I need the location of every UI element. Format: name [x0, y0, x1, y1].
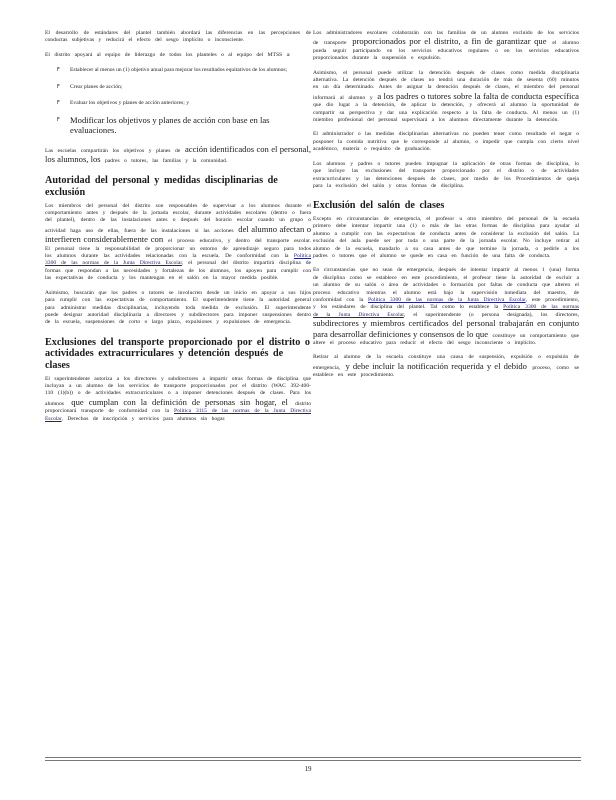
paragraph: Asimismo, buscarán que los padres o tutores se involucren desde un inicio en apoyar a sus hijos para cumplir con las expectativas de comportamiento. El superintendente tiene la autoridad general para administrar medidas disciplinarias, incluyendo toda medida de exclusión. El superintendente puede designar autoridad disciplinaria a directores y subdirectores para imponer suspensiones dentro de la escuela, suspensiones de corto o largo plazo, expulsiones y expulsiones de emergencia. — [45, 289, 311, 326]
right-column — [313, 30, 579, 380]
list-item: F Crear planes de acción; — [57, 83, 123, 90]
bullet-icon: F — [57, 83, 60, 90]
paragraph: El distrito apoyará al equipo de liderazgo de todos los planteles o al equipo del MTSS a: — [45, 51, 291, 58]
paragraph: Asimismo, el personal puede utilizar la detención después de clases como medida disciplinaria alternativa. La detención después de clases no tendrá una duración de más de sesenta (60) minutos en un día determinado. Antes de asignar la detención después de clases, el miembro del personal informará al alumno y a los padres o tutores sobre la falta de conducta específica que dio lugar a la detención, de aplicar la detención, y ofrecerá al alumno la oportunidad de compartir su perspectiva y dar una explicación respecto a la falta de conducta. Al menos un (1) miembro profesional del personal supervisará a los alumnos directamente durante la detención. — [313, 69, 579, 124]
left-column — [45, 30, 311, 423]
bullet-icon: F — [57, 67, 60, 74]
paragraph: En circunstancias que no sean de emergencia, después de intentar impartir al menos 1 (una) forma de disciplina como se establece en este procedimiento, el profesor tiene la autoridad de excluir a un alumno de su salón o área de actividades o formación por faltas de conducta que alteren el proceso educativo mientras el alumno está bajo la supervisión inmediata del maestro, de conformidad con la Política 3300 de las normas de la Junta Directiva Escolar, este procedimiento, y los estándares de disciplina del plantel. Tal como lo establece la Política 3300 de las normas de la Junta Directiva Escolar, el superintendente (o persona designada), los directores, subdirectores y miembros certificados del personal trabajarán en conjunto para desarrollar definiciones y consensos de lo que constituye un comportamiento que altere el proceso educativo para reducir el efecto del sesgo inconsciente o implícito. — [313, 267, 580, 346]
paragraph: Los administradores escolares colaborarán con las familias de un alumno excluido de los servicios de transporte proporcionados por el distrito, a fin de garantizar que el alumno pueda seguir participando en los servicios educativos regulares o en los servicios educativos proporcionados durante la suspensión o expulsión. — [313, 30, 579, 62]
paragraph: Los alumnos y padres o tutores pueden impugnar la aplicación de otras formas de disciplina, lo que incluye las exclusiones del transporte proporcionado por el distrito o de actividades extracurriculares y las detenciones después de clases, por medio de los Procedimientos de queja para la exclusión del salón y otras formas de disciplina. — [313, 160, 579, 189]
section-heading: Exclusiones del transporte proporcionado por el distrito o actividades extracurriculares y detención después de clases — [45, 336, 311, 371]
policy-link[interactable]: Política 3115 de las normas de la Junta Directiva Escolar — [45, 408, 311, 422]
bullet-list — [45, 67, 311, 135]
paragraph: El desarrollo de estándares del plantel también abordará las diferencias en las percepciones de conductas subjetivas y reducirá el efecto del sesgo implícito o inconsciente. — [45, 30, 311, 44]
paragraph: Excepto en circunstancias de emergencia, el profesor u otro miembro del personal de la escuela primero debe intentar impartir una (1) o más de las otras formas de disciplina para ayudar al alumno a cumplir con las expectativas de conducta antes de considerar la exclusión del salón. La exclusión del aula puede ser por toda o una parte de la jornada escolar. No incluye retirar al alumno de la escuela, mandarlo a su casa antes de que termine la jornada, o pedirle a los padres o tutores que el alumno se quede en casa en función de una falta de conducta. — [313, 215, 579, 259]
policy-link[interactable]: Política 3300 de las normas de la Junta Directiva Escolar — [313, 304, 579, 318]
bullet-icon: F — [57, 100, 60, 107]
paragraph: Retirar al alumno de la escuela constituye una causa de suspensión, expulsión o expulsión de emergencia, y debe incluir la notificación requerida y el debido proceso, como se establece en este procedimiento. — [313, 354, 579, 379]
policy-link[interactable]: Política 3300 de las normas de la Junta Directiva Escolar — [368, 296, 526, 303]
list-item: F Modificar los objetivos y planes de acción con base en las evaluaciones. — [57, 115, 270, 136]
section-heading: Exclusión del salón de clases — [313, 200, 445, 212]
paragraph: El superintendente autoriza a los directores y subdirectores a impartir otras formas de disciplina que incluyan a un alumno de los servicios de transporte proporcionados por el distrito (WAC 392-400-110 (1)(b)) o de actividades extracurriculares o a imponer detenciones después de clases. Para los alumnos que cumplan con la definición de personas sin hogar, el distrito proporcionará transporte de conformidad con la Política 3115 de las normas de la Junta Directiva Escolar, Derechos de inscripción y servicios para alumnos sin hogar. — [45, 375, 311, 422]
footer-divider — [45, 760, 581, 761]
paragraph: Los miembros del personal del distrito son responsables de supervisar a los alumnos durante el comportamiento antes y después de la jornada escolar, durante actividades escolares (dentro o fuera del plantel), dentro de las instalaciones antes o después del horario escolar cuando un grupo o actividad haga uso de ellas, fuera de las instalaciones si las acciones del alumno afectan o interfieren considerablemente con el proceso educativo, y dentro del transporte escolar. El personal tiene la responsabilidad de proporcionar un entorno de aprendizaje seguro para todos los alumnos durante las actividades relacionadas con la escuela. De conformidad con la Política 3300 de las normas de la Junta Directiva Escolar, el personal del distrito impartirá disciplina de formas que respondan a las necesidades y fortalezas de los alumnos, los apoyen para cumplir con las expectativas de conducta y los mantengan en el salón en la mayor medida posible. — [45, 202, 311, 282]
bullet-icon: F — [57, 117, 60, 124]
section-heading: Autoridad del personal y medidas disciplinarias de exclusión — [45, 175, 278, 199]
page-number: 19 — [304, 765, 312, 773]
policy-link[interactable]: Política 3300 de las normas de la Junta Directiva Escolar — [45, 253, 311, 267]
list-item: F Evaluar los objetivos y planes de acción anteriores; y — [57, 100, 189, 107]
paragraph: El administrador o las medidas disciplinarias alternativas no pueden tener como resultado el negar o posponer la comida nutritiva que le corresponde al alumno, o impedir que cumpla con cierto nivel académico, materia o requisito de graduación. — [313, 131, 579, 153]
footer-divider — [45, 757, 581, 758]
list-item: F Establecer al menos un (1) objetivo anual para mejorar los resultados equitativos de los alumnos; — [57, 67, 288, 74]
paragraph: Las escuelas compartirán los objetivos y planes de acción identificados con el personal, los alumnos, los padres o tutores, las familias y la comunidad. — [45, 143, 312, 165]
